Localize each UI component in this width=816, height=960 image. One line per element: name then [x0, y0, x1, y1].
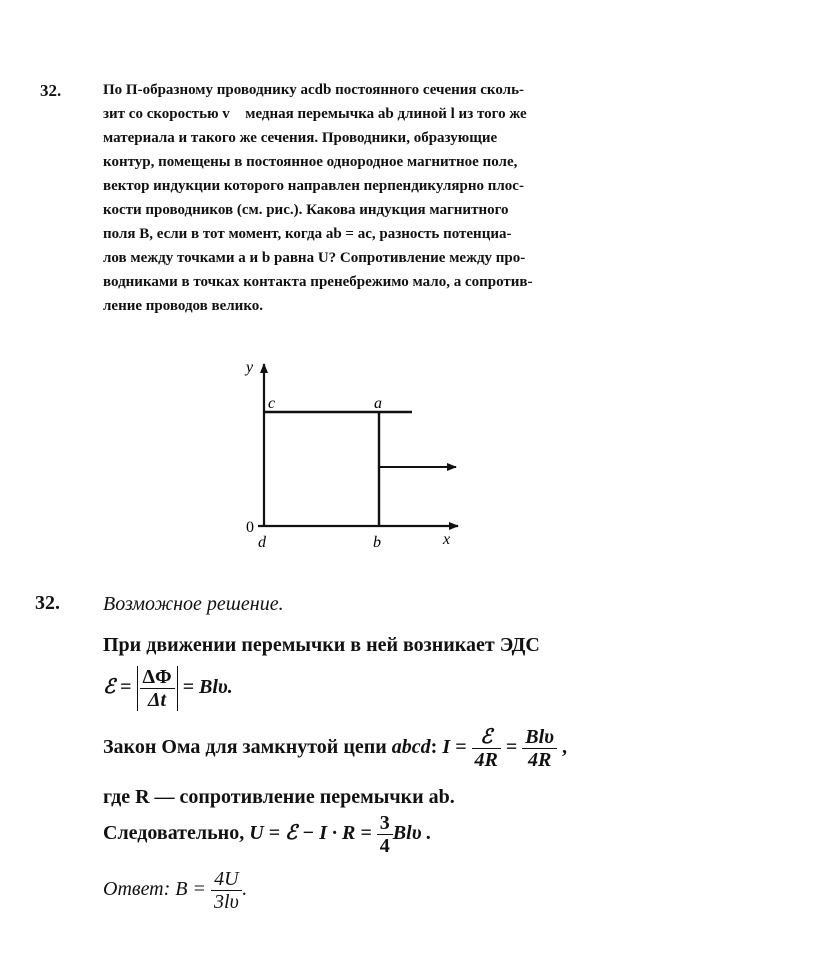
denominator: 4	[379, 835, 390, 857]
conseq-text: Следовательно,	[103, 822, 250, 845]
answer-label: Ответ:	[103, 878, 176, 901]
answer-lhs: B =	[175, 878, 207, 901]
problem-number: 32.	[40, 81, 62, 100]
formula-emf	[103, 666, 233, 711]
answer	[103, 868, 247, 913]
numerator: 3	[377, 812, 393, 835]
numerator: ΔΦ	[140, 666, 175, 689]
problem-line: По П-образному проводнику acdb постоянного сечения сколь-	[103, 82, 525, 98]
label-b: b	[373, 534, 381, 551]
label-a: a	[374, 395, 382, 412]
label-d: d	[258, 534, 266, 551]
problem-line: поля B, если в тот момент, когда ab = ac, разность потенциа-	[103, 226, 512, 242]
problem-line: вектор индукции которого направлен перпендикулярно плос-	[103, 178, 524, 194]
formula-ohm	[103, 726, 567, 771]
solution-line-where: где R — сопротивление перемычки ab.	[103, 786, 455, 808]
numerator: ℰ	[472, 726, 501, 749]
solution-line-emf-intro: При движении перемычки в ней возникает ЭДС	[103, 634, 540, 656]
problem-line: водниками в точках контакта пренебрежимо мало, а сопротив-	[103, 274, 533, 290]
circuit-diagram	[230, 350, 490, 560]
conseq-end: Blυ .	[392, 822, 432, 845]
denominator: Δt	[148, 689, 167, 711]
numerator: 4U	[211, 868, 242, 891]
fraction	[522, 726, 557, 771]
conseq-expr: U = ℰ − I · R =	[249, 822, 372, 845]
formula-consequence	[103, 812, 432, 857]
eq-sign: =	[120, 676, 132, 699]
eq-sign: =	[505, 736, 518, 759]
label-c: c	[268, 395, 276, 412]
denominator: 4R	[474, 749, 498, 771]
answer-end: .	[241, 878, 247, 901]
fraction	[211, 868, 242, 913]
ohm-end: ,	[561, 736, 567, 759]
ohm-colon: :	[430, 736, 438, 759]
problem-line: лов между точками a и b равна U? Сопротивление между про-	[103, 250, 526, 266]
fraction	[472, 726, 501, 771]
abs-bars	[137, 666, 178, 711]
solution-number: 32.	[35, 592, 60, 614]
solution-heading: Возможное решение.	[103, 593, 284, 615]
emf-result: = Blυ.	[182, 676, 233, 699]
ohm-circuit: abcd	[391, 736, 431, 759]
fraction	[377, 812, 393, 857]
emf-symbol: ℰ	[103, 676, 116, 699]
fraction	[140, 666, 175, 711]
origin-label: 0	[246, 519, 254, 536]
problem-line: контур, помещены в постоянное однородное магнитное поле,	[103, 154, 518, 170]
denominator: 4R	[527, 749, 552, 771]
x-axis-label: x	[443, 531, 451, 548]
ohm-current: I =	[442, 736, 467, 759]
ohm-text: Закон Ома для замкнутой цепи	[103, 736, 392, 759]
denominator: 3lυ	[214, 891, 239, 913]
numerator: Blυ	[522, 726, 557, 749]
problem-line: материала и такого же сечения. Проводники, образующие	[103, 130, 498, 146]
problem-line: ление проводов велико.	[103, 298, 264, 314]
problem-line: зит со скоростью v⃗ медная перемычка ab длиной l из того же	[103, 106, 527, 122]
y-axis-label: y	[246, 359, 254, 376]
problem-line: кости проводников (см. рис.). Какова индукция магнитного	[103, 202, 509, 218]
